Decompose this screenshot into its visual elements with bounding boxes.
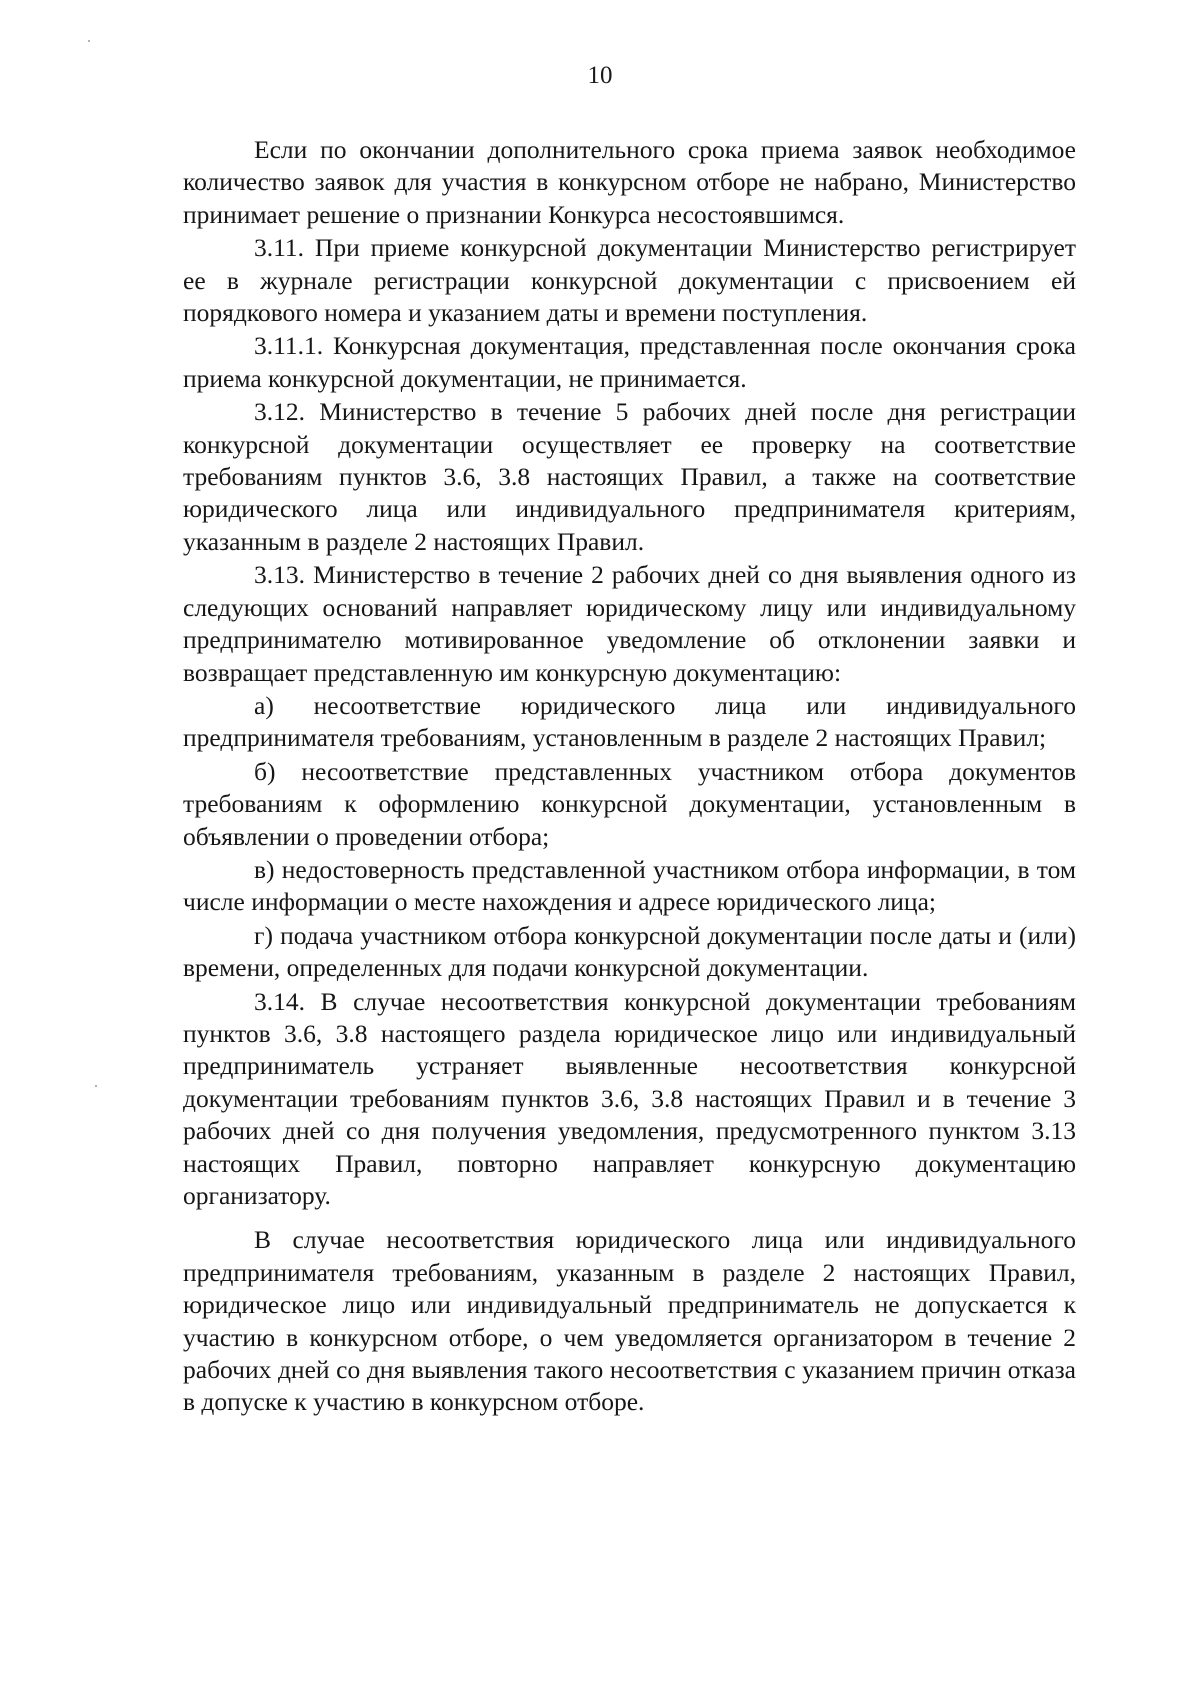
paragraph-3-11: 3.11. При приеме конкурсной документации Министерство регистрирует ее в журнале регистрации конкурсной документации с присвоением ей порядкового номера и указанием даты и времени поступления. [183,233,1076,328]
paragraph-3-13-g: г) подача участником отбора конкурсной документации после даты и (или) времени, определенных для подачи конкурсной документации. [183,920,1076,983]
page-number: 10 [587,62,613,89]
paragraph-3-11-1: 3.11.1. Конкурсная документация, представленная после окончания срока приема конкурсной документации, не принимается. [183,331,1076,393]
paragraph-3-14: 3.14. В случае несоответствия конкурсной документации требованиям пунктов 3.6, 3.8 настоящего раздела юридическое лицо или индивидуальный предприниматель устраняет выявленные несоответствия конкурсной документации требованиям пунктов 3.6, 3.8 настоящих Правил и в течение 3 рабочих дней со дня получения уведомления, предусмотренного пунктом 3.13 настоящих Правил, повторно направляет конкурсную документацию организатору. [183,986,1076,1210]
paragraph-non-admission: В случае несоответствия юридического лица или индивидуального предпринимателя требованиям, указанным в разделе 2 настоящих Правил, юридическое лицо или индивидуальный предприниматель не допускается к участию в конкурсном отборе, о чем уведомляется организатором в течение 2 рабочих дней со дня выявления такого несоответствия с указанием причин отказа в допуске к участию в конкурсном отборе. [183,1225,1076,1417]
paragraph-3-12: 3.12. Министерство в течение 5 рабочих дней после дня регистрации конкурсной документации осуществляет ее проверку на соответствие требованиям пунктов 3.6, 3.8 настоящих Правил, а также на соответствие юридического лица или индивидуального предпринимателя критериям, указанным в разделе 2 настоящих Правил. [183,397,1076,556]
paragraph-3-13-a: а) несоответствие юридического лица или индивидуального предпринимателя требованиям, установленным в разделе 2 настоящих Правил; [183,690,1076,753]
scan-speck [88,40,90,42]
paragraph-3-13-b: б) несоответствие представленных участником отбора документов требованиям к оформлению конкурсной документации, установленным в объявлении о проведении отбора; [183,756,1076,851]
document-body [183,134,1076,1419]
paragraph-3-13: 3.13. Министерство в течение 2 рабочих дней со дня выявления одного из следующих оснований направляет юридическому лицу или индивидуальному предпринимателю мотивированное уведомление об отклонении заявки и возвращает представленную им конкурсную документацию: [183,560,1076,687]
paragraph-3-13-v: в) недостоверность представленной участником отбора информации, в том числе информации о месте нахождения и адресе юридического лица; [183,854,1076,917]
scan-speck [95,1085,97,1087]
paragraph-contest-failed: Если по окончании дополнительного срока приема заявок необходимое количество заявок для участия в конкурсном отборе не набрано, Министерство принимает решение о признании Конкурса несостоявшимся. [183,135,1076,229]
